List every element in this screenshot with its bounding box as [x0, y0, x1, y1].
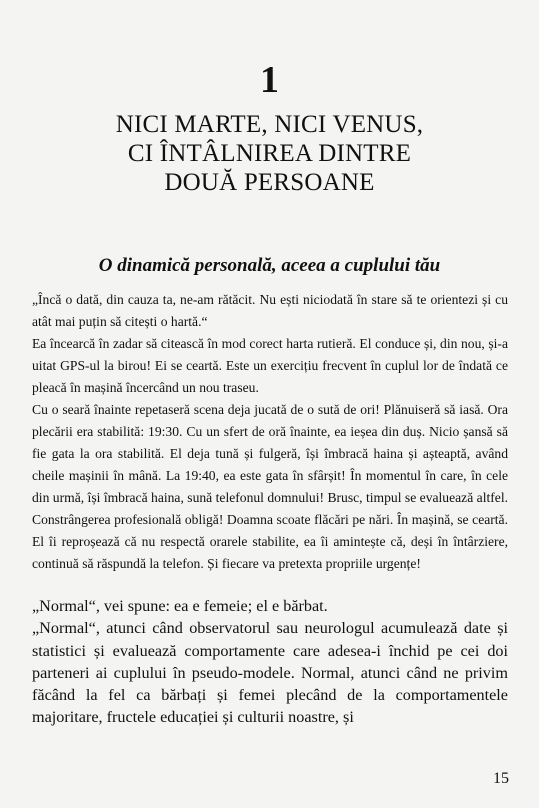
chapter-title-line: CI ÎNTÂLNIREA DINTRE	[127, 140, 412, 167]
story-excerpt	[32, 289, 508, 575]
body-paragraph: „Normal“, atunci când observatorul sau neurologul acumulează date și statistici și evaluează comportamente care adesea-i închid pe cei doi parteneri ai cuplului în pseudo-modele. Normal, atunci când ne privim făcând la fel ca bărbați și femei plecând de la comportamentele majoritare, fructele educației și culturii noastre, și	[32, 619, 508, 727]
chapter-title	[0, 110, 539, 197]
section-title: O dinamică personală, aceea a cuplului tău	[98, 255, 441, 276]
story-paragraph: „Încă o dată, din cauza ta, ne-am rătăcit. Nu ești niciodată în stare să te orientezi și cu atât mai puțin să citești o hartă.“	[32, 292, 508, 329]
page-number: 15	[493, 770, 509, 787]
story-paragraph: Cu o seară înainte repetaseră scena deja jucată de o sută de ori! Plănuiseră să iasă. Ora plecării era stabilită: 19:30. Cu un sfert de oră înainte, ea ieșea din duș. Nicio șansă să fie gata la ora stabilită. El deja tună și fulgeră, își îmbracă haina și așteaptă, având cheile mașinii în mână. La 19:40, ea este gata în sfârșit! În momentul în care, în cele din urmă, își îmbracă haina, sună telefonul domnului! Brusc, timpul se evaluează altfel. Constrângerea profesională obligă! Doamna scoate flăcări pe nări. În mașină, se ceartă. El îi reproșează că nu respectă orarele stabilite, ea îi amintește că, deși în întârziere, continuă să răspundă la telefon. Și fiecare va pretexta propriile urgențe!	[32, 402, 508, 571]
body-paragraph: „Normal“, vei spune: ea e femeie; el e bărbat.	[32, 597, 328, 615]
chapter-title-line: NICI MARTE, NICI VENUS,	[115, 111, 424, 138]
chapter-number: 1	[260, 59, 279, 101]
story-paragraph: Ea încearcă în zadar să citească în mod corect harta rutieră. El conduce și, din nou, și-a uitat GPS-ul la birou! Ei se ceartă. Este un exercițiu frecvent în cuplul lor de îndată ce pleacă în mașină încercând un nou traseu.	[32, 336, 508, 395]
body-text	[32, 595, 508, 729]
chapter-title-line: DOUĂ PERSOANE	[164, 169, 375, 196]
